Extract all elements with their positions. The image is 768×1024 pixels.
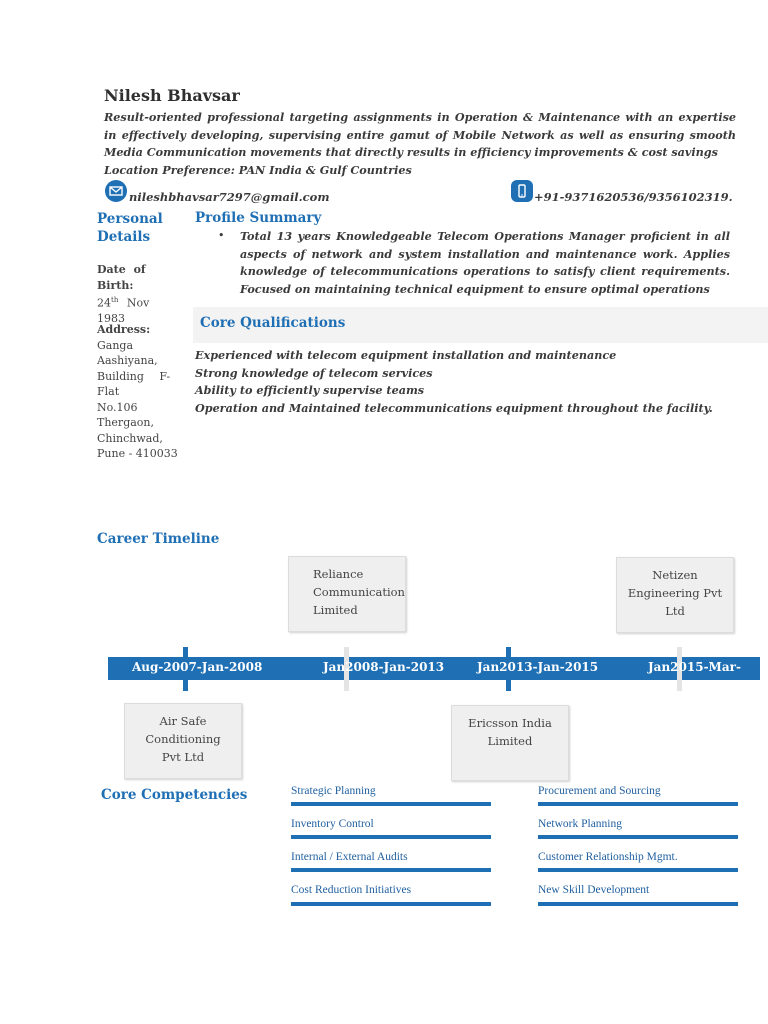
dob-label: Date of Birth: <box>97 263 146 292</box>
qualification-item: Strong knowledge of telecom services <box>195 365 433 380</box>
career-timeline-title: Career Timeline <box>97 531 220 547</box>
personal-details-title: Personal Details <box>97 211 163 245</box>
timeline-company-card: Netizen Engineering Pvt Ltd <box>616 557 734 633</box>
competency-item: Inventory Control <box>291 818 374 830</box>
timeline-period: Jan2008-Jan-2013 <box>323 660 445 674</box>
competency-bar <box>291 902 491 906</box>
bullet-dot-icon: • <box>218 229 225 242</box>
core-competencies-title: Core Competencies <box>101 787 248 803</box>
dob-day: 24 <box>97 296 111 310</box>
timeline-period: Aug-2007-Jan-2008 <box>132 660 263 674</box>
phone-number[interactable]: +91-9371620536/9356102319. <box>534 190 733 204</box>
date-of-birth <box>97 262 185 327</box>
email-address[interactable]: nileshbhavsar7297@gmail.com <box>129 190 330 204</box>
competency-bar <box>291 868 491 872</box>
location-preference: Location Preference: PAN India & Gulf Countries <box>104 162 412 177</box>
address-label: Address: <box>97 323 151 336</box>
intro-summary <box>104 109 736 179</box>
timeline-company-card: Air Safe Conditioning Pvt Ltd <box>124 703 242 779</box>
dob-rest: Nov 1983 <box>97 296 150 326</box>
competency-item: Customer Relationship Mgmt. <box>538 851 678 863</box>
timeline-company-card: Ericsson India Limited <box>451 705 569 781</box>
address-first: Ganga <box>97 338 134 352</box>
address-line: No.106 <box>97 400 138 414</box>
qualifications-list <box>195 347 713 418</box>
email-icon <box>105 180 127 202</box>
address <box>97 322 185 462</box>
competency-item: Internal / External Audits <box>291 851 408 863</box>
competency-bar <box>538 902 738 906</box>
competency-item: Network Planning <box>538 818 623 830</box>
competency-item: New Skill Development <box>538 884 650 896</box>
qualification-item: Operation and Maintained telecommunications equipment throughout the facility. <box>195 401 713 416</box>
competency-item: Strategic Planning <box>291 785 376 797</box>
timeline-company-card: Reliance Communication Limited <box>288 556 406 632</box>
competency-bar <box>538 802 738 806</box>
address-line: Building F-Flat <box>97 369 171 398</box>
address-line: Aashiyana, <box>97 354 158 367</box>
competency-bar <box>538 868 738 872</box>
address-line: Pune - 410033 <box>97 447 178 460</box>
qualification-item: Ability to efficiently supervise teams <box>195 383 425 398</box>
dob-suffix: th <box>111 296 119 304</box>
timeline-period: Jan2013-Jan-2015 <box>477 660 599 674</box>
timeline-period: Jan2015-Mar- <box>648 660 741 674</box>
competency-item: Procurement and Sourcing <box>538 785 661 797</box>
competency-bar <box>291 802 491 806</box>
competency-item: Cost Reduction Initiatives <box>291 884 412 896</box>
address-line: Chinchwad, <box>97 431 163 445</box>
qualification-item: Experienced with telecom equipment installation and maintenance <box>195 348 617 362</box>
intro-text: Result-oriented professional targeting assignments in Operation & Maintenance with an expertise in effectively developing, supervising entire gamut of Mobile Network as well as ensuring smooth Media Communication movements that directly results in efficiency improvements & cost savings <box>104 110 736 159</box>
profile-summary-text: Total 13 years Knowledgeable Telecom Operations Manager proficient in all aspects of network and system installation and maintenance work. Applies knowledge of telecommunications operations to satisfy client requirements. Focused on maintaining technical equipment to ensure optimal operations <box>240 229 730 296</box>
candidate-name: Nilesh Bhavsar <box>104 86 240 105</box>
profile-summary-title: Profile Summary <box>195 210 322 226</box>
phone-icon <box>511 180 533 202</box>
address-line: Thergaon, <box>97 416 154 429</box>
competency-bar <box>538 835 738 839</box>
competency-bar <box>291 835 491 839</box>
core-qualifications-title: Core Qualifications <box>200 315 346 331</box>
